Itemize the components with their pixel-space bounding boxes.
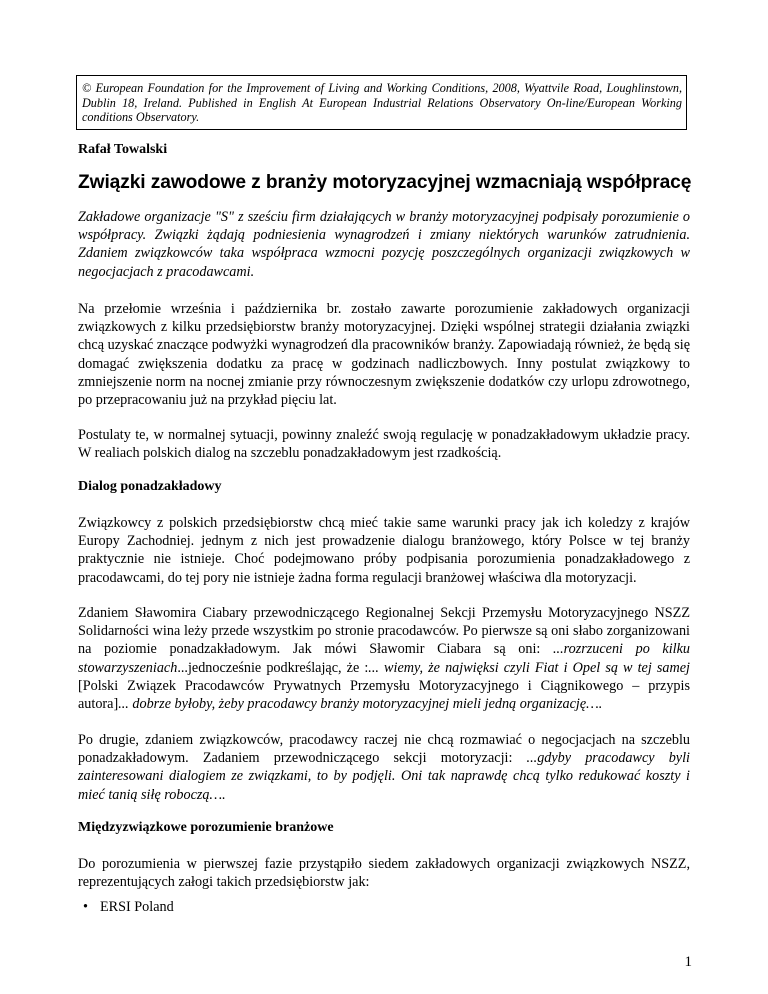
paragraph-4 [78,604,690,713]
paragraph-5-text-1: Po drugie, zdaniem związkowców, pracodawcy raczej nie chcą rozmawiać o negocjacjach na szczeblu ponadzakładowym. Zadaniem przewodniczącego sekcji motoryzacji: [78,732,690,767]
paragraph-6: Do porozumienia w pierwszej fazie przystąpiło siedem zakładowych organizacji związkowych NSZZ, reprezentujących załogi takich przedsiębiorstw jak: [78,856,690,891]
company-list [78,898,174,916]
quote-4: ...gdyby pracodawcy byli zainteresowani dialogiem ze związkami, to by podjęli. Oni tak naprawdę chcą tylko redukować koszty i mieć tanią siłę roboczą…. [78,750,690,803]
paragraph-4-text-3: [Polski Związek Pracodawców Prywatnych Przemysłu Motoryzacyjnego i Ciągnikowego – przypis autora] [78,677,690,713]
quote-2: ... wiemy, że najwięksi czyli Fiat i Opel są w tej samej [368,659,690,676]
quote-1: ...rozrzuceni po kilku stowarzyszeniach [78,641,691,676]
section-heading-dialog: Dialog ponadzakładowy [78,479,222,494]
paragraph-1: Na przełomie września i października br. zostało zawarte porozumienie zakładowych organizacji związkowych z kilku przedsiębiorstw branży motoryzacyjnej. Dzięki wspólnej strategii działania związki chcą uzyskać znaczące podwyżki wynagrodzeń dla pracowników branży. Zapowiadają również, że będą się domagać zwiększenia dodatku za pracę w godzinach nadliczbowych. Inny postulat związkowy to zmniejszenie norm na nocnej zmianie przy równoczesnym zwiększenie dodatków czy urlopu zdrowotnego, po przepracowaniu już na przykład pięciu lat. [78,301,690,409]
paragraph-4-text-1: Zdaniem Sławomira Ciabary przewodniczącego Regionalnej Sekcji Przemysłu Motoryzacyjnego NSZZ Solidarności wina leży przede wszystkim po stronie pracodawców. Po pierwsze są oni słabo zorganizowani na poziomie ponadzakładowym. Jak mówi Sławomir Ciabara są oni: [78,605,690,658]
lead-paragraph: Zakładowe organizacje "S" z sześciu firm działających w branży motoryzacyjnej podpisały porozumienie o współpracy. Związki żądają podniesienia wynagrodzeń i zmiany niektórych warunków zatrudnienia. Zdaniem związkowców taka współpraca wzmocni pozycję poszczególnych organizacji związkowych w negocjacjach z pracodawcami. [78,209,690,280]
paragraph-5 [78,731,690,804]
author-name: Rafał Towalski [78,142,168,157]
list-item: • ERSI Poland [78,898,174,916]
paragraph-4-text-2: ...jednocześnie podkreślając, że : [177,659,369,676]
paragraph-2: Postulaty te, w normalnej sytuacji, powinny znaleźć swoją regulację w ponadzakładowym układzie pracy. W realiach polskich dialog na szczeblu ponadzakładowym jest rzadkością. [78,427,690,462]
article-title: Związki zawodowe z branży motoryzacyjnej wzmacniają współpracę [78,172,692,193]
copyright-notice: © European Foundation for the Improvement of Living and Working Conditions, 2008, Wyattvile Road, Loughlinstown, Dublin 18, Ireland. Published in English At European Industrial Relations Observatory On-line/European Working conditions Observatory. [76,75,687,130]
paragraph-3: Związkowcy z polskich przedsiębiorstw chcą mieć takie same warunki pracy jak ich koledzy z krajów Europy Zachodniej. jednym z nich jest prowadzenie dialogu branżowego, który Polsce w tej branży praktycznie nie istnieje. Choć podejmowano próby podpisania porozumienia ponadzakładowego z pracodawcami, do tej pory nie istnieje żadna forma regulacji branżowej właściwa dla motoryzacji. [78,515,690,586]
quote-3: ... dobrze byłoby, żeby pracodawcy branży motoryzacyjnej mieli jedną organizację…. [118,696,603,713]
section-heading-agreement: Międzyzwiązkowe porozumienie branżowe [78,820,334,835]
page-number: 1 [684,954,692,970]
